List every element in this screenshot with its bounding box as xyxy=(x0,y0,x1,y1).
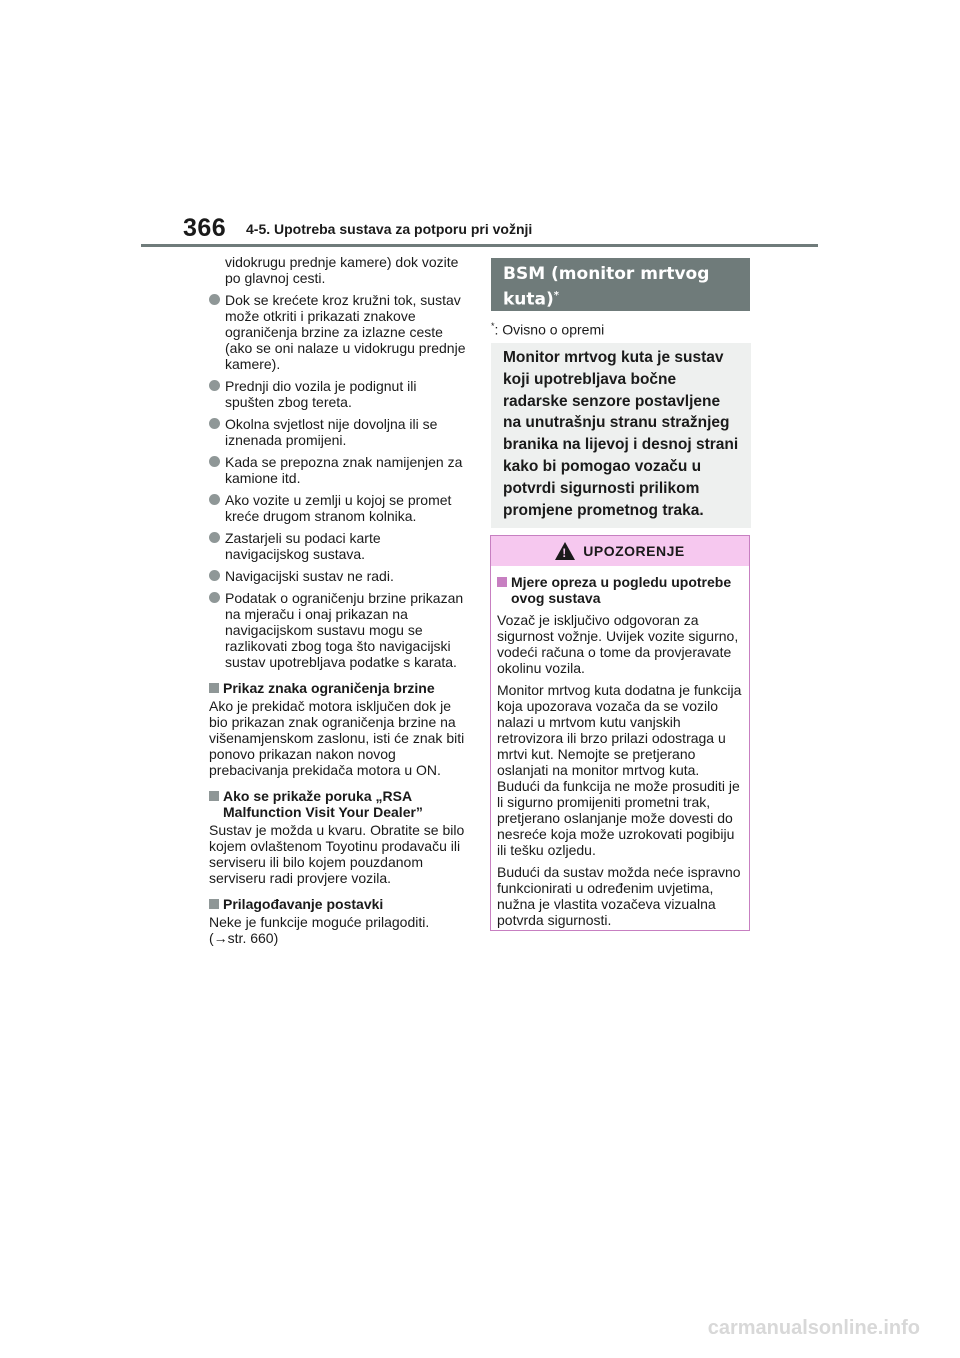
bsm-title-box: BSM (monitor mrtvog kuta)* xyxy=(491,258,750,311)
warning-paragraph: Budući da sustav možda neće ispravno funkcionirati u određenim uvjetima, nužna je vlastita vozačeva vizualna potvrda sigurnosti. xyxy=(497,864,741,928)
warning-body xyxy=(491,566,749,928)
warning-paragraph: Vozač je isključivo odgovoran za sigurnost vožnje. Uvijek vozite sigurno, vodeći računa o tome da provjeravate okolinu vozila. xyxy=(497,612,739,676)
left-column xyxy=(209,254,467,950)
bullet-item: Okolna svjetlost nije dovoljna ili se iznenada promijeni. xyxy=(209,416,467,448)
subsection-speed-sign-display xyxy=(209,680,467,778)
square-bullet-icon xyxy=(497,577,507,587)
equipment-note: *: Ovisno o opremi xyxy=(491,321,605,338)
subsection-heading: Prikaz znaka ograničenja brzine xyxy=(209,680,467,696)
bullet-item: Dok se krećete kroz kružni tok, sustav može otkriti i prikazati znakove ograničenja brzine za izlazne ceste (ako se oni nalaze u vidokrugu prednje kamere). xyxy=(209,292,467,372)
subsection-rsa-malfunction xyxy=(209,788,467,886)
square-bullet-icon xyxy=(209,683,219,693)
warning-paragraph: Monitor mrtvog kuta dodatna je funkcija koja upozorava vozača da se vozilo nalazi u mrtvom kutu vanjskih retrovizora ili brzo prilazi odostraga u mrtvi kut. Nemojte se pretjerano oslanjati na monitor mrtvog kuta. Budući da funkcija ne može prosuditi je li sigurno promijeniti prometni trak, pretjerano oslanjanje može dovesti do nesreće koja može uzrokovati pogibiju ili tešku ozljedu. xyxy=(497,682,742,858)
subsection-customization xyxy=(209,896,467,946)
bullet-item: Kada se prepozna znak namijenjen za kamione itd. xyxy=(209,454,467,486)
subsection-body: Sustav je možda u kvaru. Obratite se bilo kojem ovlaštenom Toyotinu prodavaču ili serviseru ili bilo kojem pouzdanom serviseru radi provjere vozila. xyxy=(209,822,465,886)
square-bullet-icon xyxy=(209,791,219,801)
square-bullet-icon xyxy=(209,899,219,909)
subsection-body: Neke je funkcije moguće prilagoditi. (→str. 660) xyxy=(209,914,430,946)
bullet-item: Ako vozite u zemlji u kojoj se promet kreće drugom stranom kolnika. xyxy=(209,492,467,524)
bullet-dot-icon xyxy=(209,494,220,505)
warning-title: UPOZORENJE xyxy=(583,543,685,559)
header-rule xyxy=(141,244,818,247)
bullet-item: Navigacijski sustav ne radi. xyxy=(209,568,467,584)
bullet-item: Prednji dio vozila je podignut ili spušten zbog tereta. xyxy=(209,378,467,410)
subsection-heading: Prilagođavanje postavki xyxy=(209,896,467,912)
bullet-item: Podatak o ograničenju brzine prikazan na mjeraču i onaj prikazan na navigacijskom sustavu mogu se razlikovati zbog toga što navigacijski sustav upotrebljava podatke s karata. xyxy=(209,590,467,670)
subsection-body: Ako je prekidač motora isključen dok je bio prikazan znak ograničenja brzine na višenamjenskom zaslonu, isti će znak biti ponovo prikazan nakon novog prebacivanja prekidača motora u ON. xyxy=(209,698,465,778)
page-number: 366 xyxy=(183,214,227,242)
bullet-item: Zastarjeli su podaci karte navigacijskog sustava. xyxy=(209,530,467,562)
warning-triangle-icon xyxy=(555,542,575,560)
subsection-heading: Ako se prikaže poruka „RSA Malfunction Visit Your Dealer” xyxy=(209,788,467,820)
bullet-dot-icon xyxy=(209,570,220,581)
bullet-dot-icon xyxy=(209,592,220,603)
bullet-dot-icon xyxy=(209,294,220,305)
bullet-dot-icon xyxy=(209,380,220,391)
warning-subheading: Mjere opreza u pogledu upotrebe ovog sustava xyxy=(497,574,744,606)
section-title: 4-5. Upotreba sustava za potporu pri vožnji xyxy=(246,221,533,237)
bullet-dot-icon xyxy=(209,532,220,543)
warning-box xyxy=(490,535,750,931)
continuation-text: vidokrugu prednje kamere) dok vozite po glavnoj cesti. xyxy=(225,254,459,286)
bullet-dot-icon xyxy=(209,418,220,429)
warning-header xyxy=(491,536,749,566)
bsm-intro-box: Monitor mrtvog kuta je sustav koji upotrebljava bočne radarske senzore postavljene na unutrašnju stranu stražnjeg branika na lijevoj i desnoj strani kako bi pomogao vozaču u potvrdi sigurnosti prilikom promjene prometnog traka. xyxy=(491,343,751,528)
bullet-dot-icon xyxy=(209,456,220,467)
watermark: carmanualsonline.info xyxy=(707,1317,920,1339)
